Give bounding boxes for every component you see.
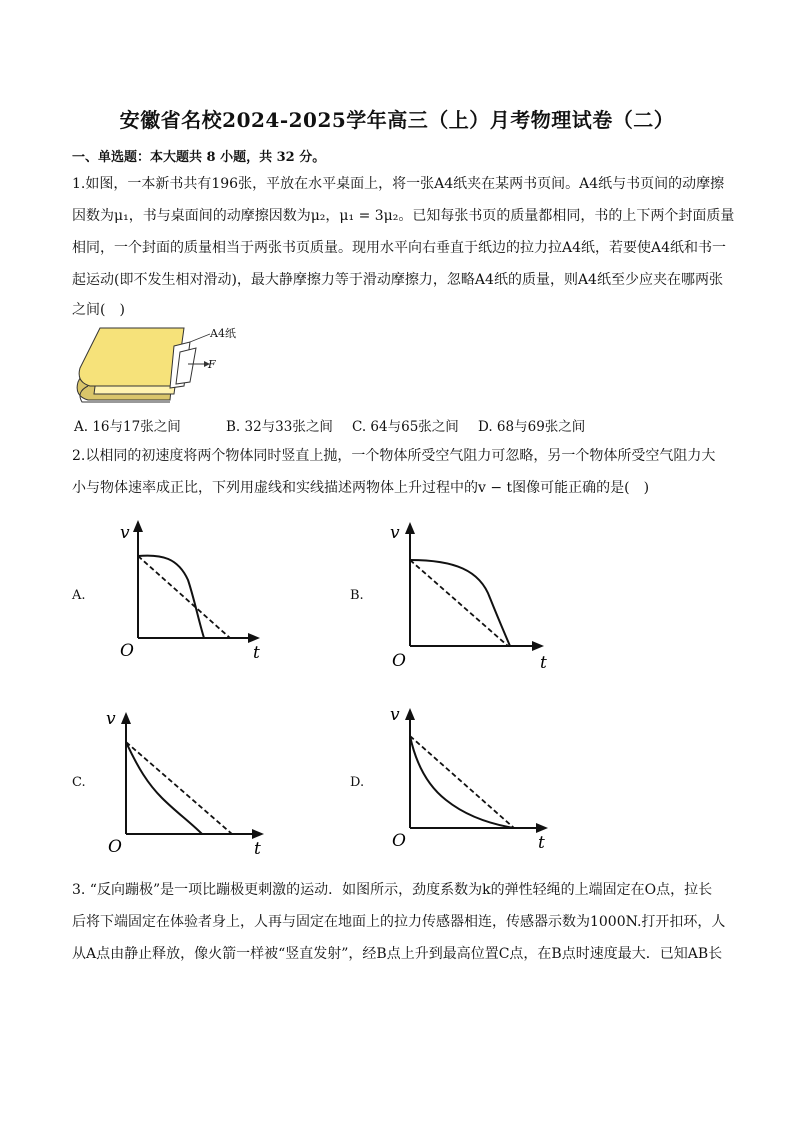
dashed-line <box>410 736 514 828</box>
q1-line-1: 1.如图，一本新书共有196张，平放在水平桌面上，将一张A4纸夹在某两书页间。A4纸与书页间的动摩擦 <box>72 176 725 192</box>
x-axis-arrow <box>248 633 260 643</box>
q2-line-1: 2.以相同的初速度将两个物体同时竖直上抛，一个物体所受空气阻力可忽略，另一个物体所受空气阻力大 <box>72 448 716 464</box>
q2-option-c-label[interactable]: C. <box>72 775 86 790</box>
y-axis-label: v <box>390 705 400 725</box>
q2-graph-c[interactable] <box>104 706 276 858</box>
book-illustration <box>77 328 184 402</box>
q3-line-1: 3. “反向蹦极”是一项比蹦极更刺激的运动．如图所示，劲度系数为k的弹性轻绳的上端固定在O点，拉长 <box>72 882 713 898</box>
x-axis-arrow <box>252 829 264 839</box>
origin-label: O <box>392 831 406 851</box>
q2-option-d-label[interactable]: D. <box>350 775 365 790</box>
dashed-line <box>126 742 232 834</box>
x-axis-label: t <box>254 839 261 858</box>
q1-option-c[interactable]: C. 64与65张之间 <box>352 419 459 435</box>
solid-curve <box>126 742 202 834</box>
q1-line-2: 因数为μ₁，书与桌面间的动摩擦因数为μ₂，μ₁ = 3μ₂。已知每张书页的质量都相同，书的上下两个封面质量 <box>72 208 735 224</box>
q3-line-3: 从A点由静止释放，像火箭一样被“竖直发射”，经B点上升到最高位置C点，在B点时速度最大．已知AB长 <box>72 946 723 962</box>
q1-option-a[interactable]: A. 16与17张之间 <box>74 419 181 435</box>
y-axis-label: v <box>390 523 400 543</box>
q1-line-3: 相同，一个封面的质量相当于两张书页质量。现用水平向右垂直于纸边的拉力拉A4纸，若要使A4纸和书一 <box>72 240 727 256</box>
q1-option-d[interactable]: D. 68与69张之间 <box>478 419 586 435</box>
force-label: F <box>208 358 216 371</box>
page-title: 安徽省名校2024-2025学年高三（上）月考物理试卷（二） <box>119 108 675 132</box>
q2-option-b-label[interactable]: B. <box>350 588 364 603</box>
y-axis-label: v <box>106 709 116 729</box>
x-axis-arrow <box>532 641 544 651</box>
q2-graph-d[interactable] <box>388 702 560 854</box>
x-axis-arrow <box>536 823 548 833</box>
x-axis-label: t <box>538 833 545 853</box>
q1-line-5: 之间( ) <box>72 302 125 318</box>
section-heading: 一、单选题：本大题共 8 小题，共 32 分。 <box>72 150 326 165</box>
origin-label: O <box>120 641 134 661</box>
solid-curve <box>138 556 204 638</box>
y-axis-arrow <box>121 712 131 724</box>
y-axis-label: v <box>120 523 130 543</box>
q2-graph-b[interactable] <box>384 518 560 674</box>
x-axis-label: t <box>540 653 547 673</box>
book-figure <box>70 324 260 410</box>
a4-paper-label: A4纸 <box>210 327 236 340</box>
origin-label: O <box>108 837 122 857</box>
y-axis-arrow <box>133 520 143 532</box>
q3-line-2: 后将下端固定在体验者身上，人再与固定在地面上的拉力传感器相连，传感器示数为1000N.打开扣环，人 <box>72 914 726 930</box>
dashed-line <box>410 560 508 646</box>
origin-label: O <box>392 651 406 671</box>
x-axis-label: t <box>253 643 260 663</box>
q2-option-a-label[interactable]: A. <box>72 588 86 603</box>
q2-graph-a[interactable] <box>112 518 272 666</box>
q1-option-b[interactable]: B. 32与33张之间 <box>226 419 333 435</box>
q2-line-2: 小与物体速率成正比，下列用虚线和实线描述两物体上升过程中的v − t图像可能正确的是( ) <box>72 480 650 496</box>
q1-line-4: 起运动(即不发生相对滑动)，最大静摩擦力等于滑动摩擦力，忽略A4纸的质量，则A4纸至少应夹在哪两张 <box>72 272 723 288</box>
y-axis-arrow <box>405 522 415 534</box>
y-axis-arrow <box>405 708 415 720</box>
dashed-line <box>138 556 230 638</box>
